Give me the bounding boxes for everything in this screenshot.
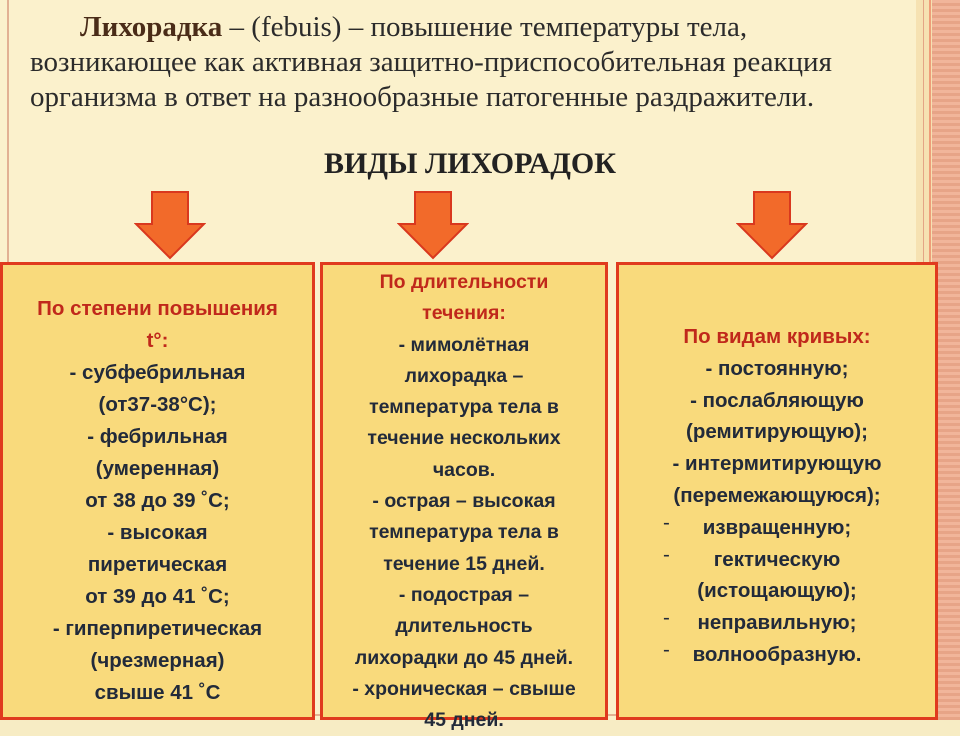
- box-line: - высокая: [107, 521, 208, 544]
- bullet-mark: -: [663, 606, 670, 630]
- box-line: - субфебрильная: [69, 361, 246, 384]
- box-line: (чрезмерная): [90, 649, 225, 672]
- down-arrow-icon: [397, 190, 469, 260]
- box-line: (умеренная): [95, 457, 220, 480]
- bullet-mark: -: [663, 637, 670, 661]
- box-line: - подострая –: [398, 583, 530, 606]
- box-by-temperature: [0, 262, 315, 720]
- box-line: - послабляющую: [690, 388, 864, 412]
- box-line: - хроническая – свыше: [352, 677, 576, 700]
- bullet-text: извращенную;: [702, 515, 852, 539]
- bullet-item: [619, 544, 935, 576]
- box-line: от 38 до 39 ˚С;: [85, 489, 230, 512]
- box-line: температура тела в: [369, 396, 559, 419]
- box-line: - фебрильная: [87, 425, 228, 448]
- box-header: t°:: [146, 329, 169, 352]
- box-line: от 39 до 41 ˚С;: [85, 585, 230, 608]
- box-line: длительность: [395, 615, 533, 638]
- box-by-curve: [616, 262, 938, 720]
- bullet-mark: -: [663, 510, 670, 534]
- bullet-text: неправильную;: [697, 611, 857, 635]
- bullet-text: волнообразную.: [692, 642, 862, 666]
- box-line: (ремитирующую);: [686, 420, 868, 444]
- bullet-text: (истощающую);: [697, 579, 857, 603]
- box-line: часов.: [432, 458, 496, 481]
- box-line: (от37-38°С);: [98, 393, 217, 416]
- box-line: температура тела в: [369, 521, 559, 544]
- box-line: лихорадка –: [404, 364, 524, 387]
- box-line: течение 15 дней.: [383, 552, 545, 575]
- box-line: - постоянную;: [705, 356, 849, 380]
- box-line: свыше 41 ˚С: [94, 681, 221, 704]
- box-header: По видам кривых:: [683, 325, 871, 348]
- down-arrow-icon: [134, 190, 206, 260]
- box-header: По степени повышения: [37, 297, 278, 320]
- box-by-duration: [320, 262, 608, 732]
- bullet-mark: -: [663, 542, 670, 566]
- box-line: - мимолётная: [398, 333, 530, 356]
- box-line: течение нескольких: [367, 427, 561, 450]
- box-line: 45 дней.: [424, 709, 504, 732]
- box-line: - острая – высокая: [372, 490, 556, 513]
- definition-line: возникающее как активная защитно-приспособительная реакция: [30, 46, 832, 78]
- term: Лихорадка: [80, 11, 223, 43]
- definition-line: – (febuis) – повышение температуры тела,: [222, 11, 748, 43]
- section-title: ВИДЫ ЛИХОРАДОК: [324, 147, 616, 180]
- box-header: По длительности: [379, 271, 549, 293]
- box-line: - интермитирующую: [672, 452, 882, 476]
- box-line: пиретическая: [87, 553, 228, 576]
- box-header: течения:: [422, 302, 506, 325]
- down-arrow-icon: [736, 190, 808, 260]
- box-line: (перемежающуюся);: [673, 483, 881, 507]
- bullet-item: [619, 639, 935, 671]
- box-line: - гиперпиретическая: [52, 617, 263, 640]
- definition-text: [30, 10, 910, 115]
- bullet-text: гектическую: [713, 547, 841, 571]
- box-line: лихорадки до 45 дней.: [354, 646, 574, 669]
- definition-line: организма в ответ на разнообразные патогенные раздражители.: [30, 81, 815, 113]
